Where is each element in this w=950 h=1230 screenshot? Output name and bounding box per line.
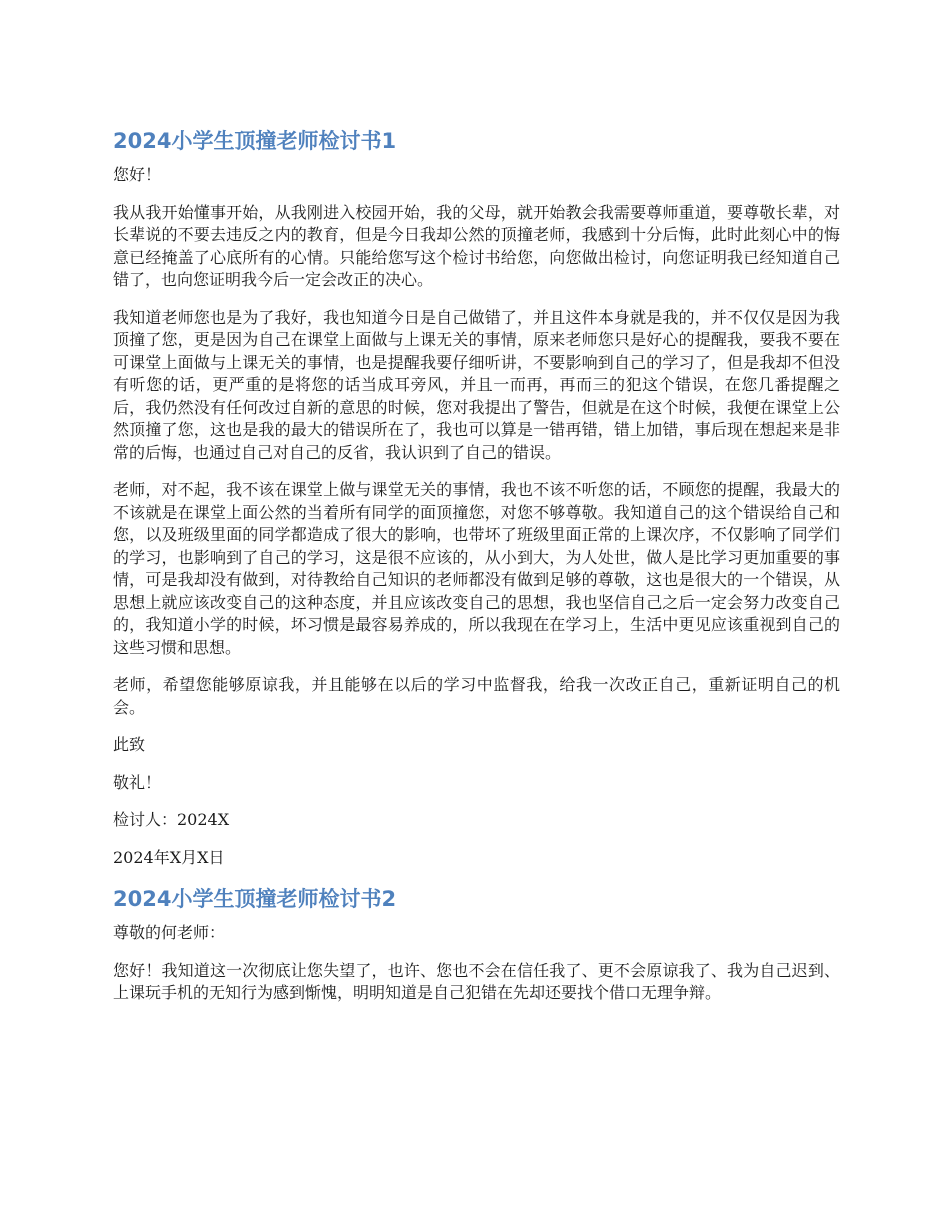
signature-line: 检讨人：2024X	[113, 810, 230, 829]
section-title-2: 2024小学生顶撞老师检讨书2	[113, 887, 397, 911]
body-paragraph-1: 我从我开始懂事开始，从我刚进入校园开始，我的父母，就开始教会我需要尊师重道，要尊敬长辈，对长辈说的不要去违反之内的教育，但是今日我却公然的顶撞老师，我感到十分后悔，此时此刻心中的悔意已经掩盖了心底所有的心情。只能给您写这个检讨书给您，向您做出检讨，向您证明我已经知道自己错了，也向您证明我今后一定会改正的决心。	[113, 202, 840, 289]
salutation: 尊敬的何老师：	[113, 923, 226, 942]
body-paragraph-4: 老师，希望您能够原谅我，并且能够在以后的学习中监督我，给我一次改正自己，重新证明自己的机会。	[113, 675, 840, 717]
closing-line-1: 此致	[113, 735, 146, 754]
date-line: 2024年X月X日	[113, 847, 225, 867]
greeting: 您好！	[113, 165, 162, 184]
section-title-1: 2024小学生顶撞老师检讨书1	[113, 129, 397, 153]
closing-line-2: 敬礼！	[113, 772, 162, 792]
document-page	[113, 126, 840, 1020]
body-paragraph-5: 您好！我知道这一次彻底让您失望了，也许、您也不会在信任我了、更不会原谅我了、我为自己迟到、上课玩手机的无知行为感到惭愧，明明知道是自己犯错在先却还要找个借口无理争辩。	[113, 960, 840, 1002]
body-paragraph-2: 我知道老师您也是为了我好，我也知道今日是自己做错了，并且这件本身就是我的，并不仅仅是因为我顶撞了您，更是因为自己在课堂上面做与上课无关的事情，原来老师您只是好心的提醒我，要我不要在可课堂上面做与上课无关的事情，也是提醒我要仔细听讲，不要影响到自己的学习了，但是我却不但没有听您的话，更严重的是将您的话当成耳旁风，并且一而再，再而三的犯这个错误，在您几番提醒之后，我仍然没有任何改过自新的意思的时候，您对我提出了警告，但就是在这个时候，我便在课堂上公然顶撞了您，这也是我的最大的错误所在了，我也可以算是一错再错，错上加错，事后现在想起来是非常的后悔，也通过自己对自己的反省，我认识到了自己的错误。	[113, 307, 840, 462]
body-paragraph-3: 老师，对不起，我不该在课堂上做与课堂无关的事情，我也不该不听您的话，不顾您的提醒，我最大的不该就是在课堂上面公然的当着所有同学的面顶撞您，对您不够尊敬。我知道自己的这个错误给自己和您，以及班级里面的同学都造成了很大的影响，也带坏了班级里面正常的上课次序，不仅影响了同学们的学习，也影响到了自己的学习，这是很不应该的，从小到大，为人处世，做人是比学习更加重要的事情，可是我却没有做到，对待教给自己知识的老师都没有做到足够的尊敬，这也是很大的一个错误，从思想上就应该改变自己的这种态度，并且应该改变自己的思想，我也坚信自己之后一定会努力改变自己的，我知道小学的时候，坏习惯是最容易养成的，所以我现在在学习上，生活中更见应该重视到自己的这些习惯和思想。	[113, 480, 840, 657]
